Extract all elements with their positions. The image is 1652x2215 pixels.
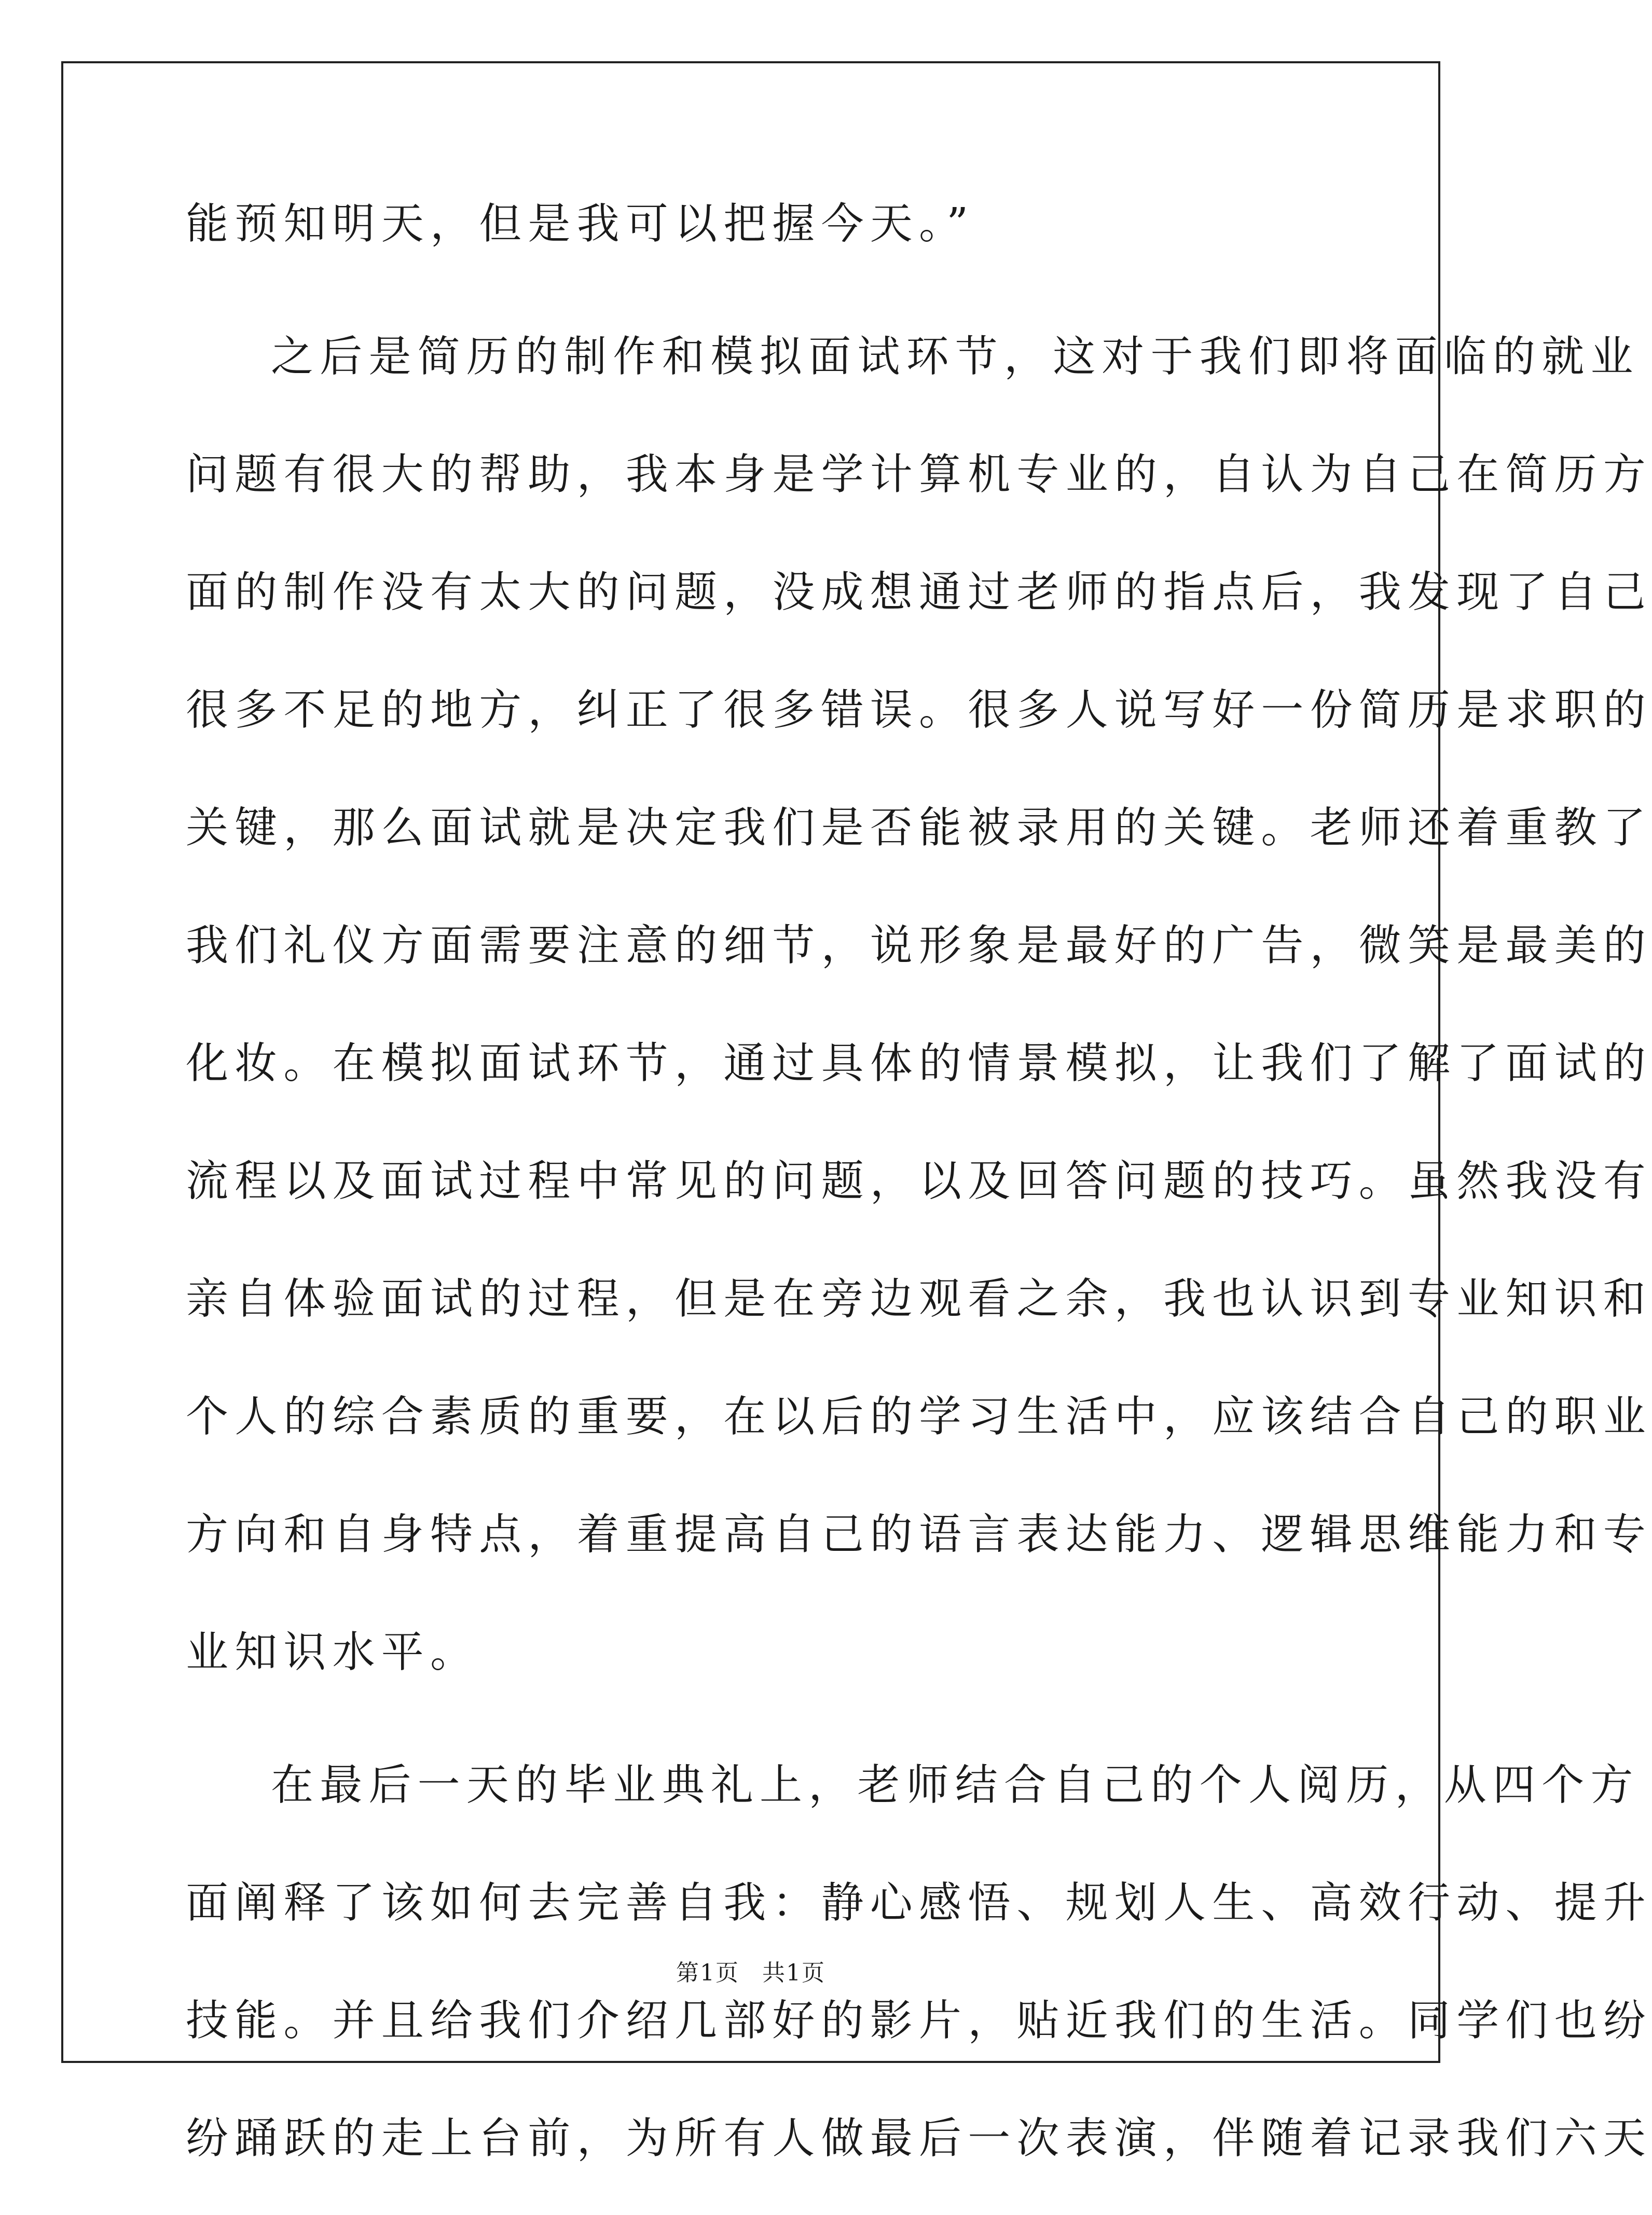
text-line: 业知识水平。: [186, 1628, 479, 1677]
page-footer: [0, 1954, 1502, 1987]
page-number-total: 共1页: [762, 1960, 825, 1986]
text-line: 亲自体验面试的过程，但是在旁边观看之余，我也认识到专业知识和: [186, 1274, 1652, 1324]
text-line: 很多不足的地方，纠正了很多错误。很多人说写好一份简历是求职的: [186, 685, 1652, 735]
text-line: 我们礼仪方面需要注意的细节，说形象是最好的广告，微笑是最美的: [186, 921, 1652, 970]
text-line: 之后是简历的制作和模拟面试环节，这对于我们即将面临的就业: [271, 332, 1640, 381]
document-body: [186, 183, 1652, 2215]
text-line: 个人的综合素质的重要，在以后的学习生活中，应该结合自己的职业: [186, 1392, 1652, 1441]
text-line: 流程以及面试过程中常见的问题，以及回答问题的技巧。虽然我没有: [186, 1157, 1652, 1206]
text-line: 化妆。在模拟面试环节，通过具体的情景模拟，让我们了解了面试的: [186, 1039, 1652, 1088]
text-line: 纷踊跃的走上台前，为所有人做最后一次表演，伴随着记录我们六天: [186, 2114, 1652, 2163]
text-line: 面的制作没有太大的问题，没成想通过老师的指点后，我发现了自己: [186, 568, 1652, 617]
text-line: 技能。并且给我们介绍几部好的影片，贴近我们的生活。同学们也纷: [186, 1996, 1652, 2045]
text-line: 问题有很大的帮助，我本身是学计算机专业的，自认为自己在简历方: [186, 450, 1652, 499]
text-line: 方向和自身特点，着重提高自己的语言表达能力、逻辑思维能力和专: [186, 1510, 1652, 1559]
text-line: 面阐释了该如何去完善自我：静心感悟、规划人生、高效行动、提升: [186, 1878, 1652, 1928]
text-line: 关键，那么面试就是决定我们是否能被录用的关键。老师还着重教了: [186, 803, 1652, 852]
text-line: 能预知明天，但是我可以把握今天。”: [186, 199, 975, 249]
text-line: 在最后一天的毕业典礼上，老师结合自己的个人阅历，从四个方: [271, 1760, 1640, 1810]
page-number-current: 第1页: [676, 1960, 739, 1986]
